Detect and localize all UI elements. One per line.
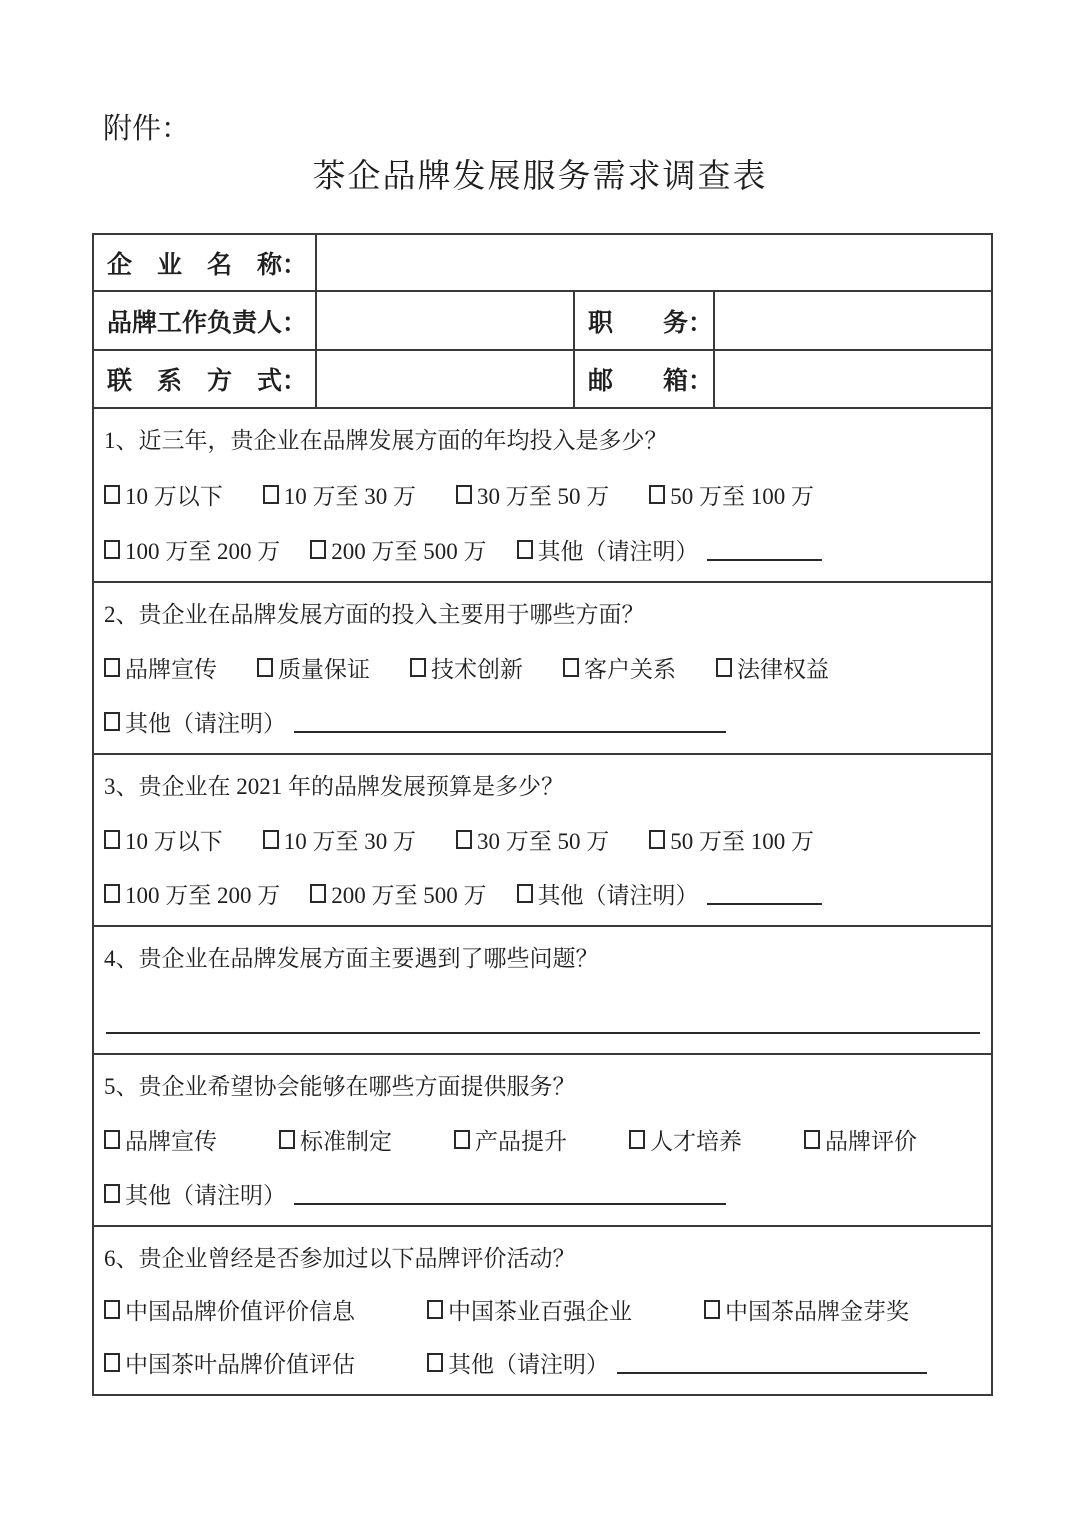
checkbox-icon[interactable]: [716, 658, 732, 677]
checkbox-option[interactable]: [716, 651, 829, 684]
option-label: 10 万至 30 万: [283, 483, 416, 509]
checkbox-option-other[interactable]: [517, 877, 822, 910]
checkbox-option[interactable]: [104, 877, 280, 910]
option-label: 30 万至 50 万: [477, 483, 610, 509]
checkbox-option-other[interactable]: [104, 1177, 726, 1210]
checkbox-icon[interactable]: [104, 658, 120, 677]
checkbox-icon[interactable]: [804, 1130, 820, 1149]
option-label: 品牌宣传: [125, 1128, 217, 1154]
checkbox-option[interactable]: [410, 651, 523, 684]
checkbox-icon[interactable]: [456, 485, 472, 504]
checkbox-icon[interactable]: [104, 830, 120, 849]
write-in-blank[interactable]: [707, 539, 822, 561]
question-2-options-row-2: [104, 705, 981, 738]
question-3-options-row-2: [104, 877, 981, 910]
checkbox-option-other[interactable]: [104, 705, 726, 738]
option-label: 其他（请注明）: [448, 1352, 609, 1377]
option-label: 50 万至 100 万: [670, 828, 814, 854]
checkbox-icon[interactable]: [517, 884, 533, 903]
write-in-blank[interactable]: [294, 711, 726, 733]
checkbox-option[interactable]: [104, 651, 217, 684]
question-5-title: 5、贵企业希望协会能够在哪些方面提供服务？: [104, 1074, 576, 1099]
question-5-options-row-1: [104, 1123, 981, 1156]
checkbox-icon[interactable]: [104, 1184, 120, 1203]
checkbox-option[interactable]: [104, 533, 280, 566]
checkbox-option-other[interactable]: [427, 1346, 927, 1379]
checkbox-icon[interactable]: [629, 1130, 645, 1149]
option-label: 其他（请注明）: [125, 711, 286, 736]
option-label: 10 万以下: [125, 828, 223, 854]
attachment-label: 附件：: [103, 113, 191, 145]
checkbox-option[interactable]: [454, 1123, 567, 1156]
option-label: 标准制定: [300, 1128, 392, 1154]
checkbox-icon[interactable]: [649, 485, 665, 504]
question-1-block: [94, 407, 991, 581]
info-row-contact: [94, 349, 991, 407]
question-6-block: [94, 1225, 991, 1394]
checkbox-icon[interactable]: [104, 1300, 120, 1319]
option-label: 中国茶品牌金芽奖: [725, 1299, 909, 1324]
option-label: 100 万至 200 万: [125, 539, 281, 564]
write-in-blank[interactable]: [294, 1183, 726, 1205]
checkbox-option[interactable]: [104, 478, 223, 511]
checkbox-option[interactable]: [563, 651, 676, 684]
option-label: 其他（请注明）: [537, 883, 699, 908]
checkbox-icon[interactable]: [454, 1130, 470, 1149]
checkbox-option[interactable]: [104, 1293, 355, 1326]
position-label: 职 务：: [575, 292, 715, 349]
checkbox-option[interactable]: [456, 823, 609, 856]
question-2-title: 2、贵企业在品牌发展方面的投入主要用于哪些方面？: [104, 602, 645, 627]
option-label: 中国品牌价值评价信息: [125, 1299, 355, 1324]
question-1-title: 1、近三年，贵企业在品牌发展方面的年均投入是多少？: [104, 428, 668, 453]
option-label: 产品提升: [475, 1128, 567, 1154]
write-in-blank[interactable]: [617, 1352, 927, 1374]
brand-manager-label: 品牌工作负责人：: [94, 292, 317, 349]
option-label: 法律权益: [737, 656, 829, 682]
question-3-block: [94, 753, 991, 925]
checkbox-icon[interactable]: [649, 830, 665, 849]
checkbox-icon[interactable]: [427, 1300, 443, 1319]
checkbox-icon[interactable]: [704, 1300, 720, 1319]
checkbox-option-other[interactable]: [517, 533, 822, 566]
checkbox-option[interactable]: [704, 1293, 909, 1326]
checkbox-option[interactable]: [427, 1293, 632, 1326]
option-label: 200 万至 500 万: [331, 883, 487, 908]
checkbox-icon[interactable]: [279, 1130, 295, 1149]
checkbox-option[interactable]: [104, 1123, 217, 1156]
checkbox-option[interactable]: [649, 823, 814, 856]
checkbox-option[interactable]: [104, 1346, 355, 1379]
option-label: 100 万至 200 万: [125, 883, 281, 908]
write-in-blank[interactable]: [106, 1012, 980, 1034]
brand-manager-input[interactable]: [317, 292, 575, 349]
question-1-options-row-2: [104, 533, 981, 566]
question-5-block: [94, 1053, 991, 1225]
question-2-block: [94, 581, 991, 753]
checkbox-icon[interactable]: [104, 1130, 120, 1149]
question-1-options-row-1: [104, 478, 981, 511]
checkbox-icon[interactable]: [104, 1353, 120, 1372]
question-6-options-row-1: [104, 1293, 981, 1326]
contact-input[interactable]: [317, 351, 575, 407]
option-label: 中国茶叶品牌价值评估: [125, 1352, 355, 1377]
option-label: 30 万至 50 万: [477, 828, 610, 854]
option-label: 技术创新: [431, 656, 523, 682]
checkbox-icon[interactable]: [263, 485, 279, 504]
checkbox-option[interactable]: [310, 877, 486, 910]
contact-label: 联 系 方 式：: [94, 351, 317, 407]
checkbox-option[interactable]: [649, 478, 814, 511]
survey-form-table: [92, 233, 993, 1396]
checkbox-icon[interactable]: [104, 485, 120, 504]
info-row-company: [94, 235, 991, 290]
option-label: 品牌宣传: [125, 656, 217, 682]
checkbox-icon[interactable]: [257, 658, 273, 677]
option-label: 10 万至 30 万: [283, 828, 416, 854]
option-label: 质量保证: [278, 656, 370, 682]
company-name-input[interactable]: [317, 235, 991, 290]
checkbox-icon[interactable]: [563, 658, 579, 677]
email-input[interactable]: [715, 351, 991, 407]
position-input[interactable]: [715, 292, 991, 349]
option-label: 200 万至 500 万: [331, 539, 487, 564]
checkbox-icon[interactable]: [517, 540, 533, 559]
info-row-manager: [94, 290, 991, 349]
checkbox-option[interactable]: [629, 1123, 742, 1156]
checkbox-option[interactable]: [456, 478, 609, 511]
company-name-label: 企 业 名 称：: [94, 235, 317, 290]
option-label: 10 万以下: [125, 483, 223, 509]
checkbox-icon[interactable]: [104, 540, 120, 559]
checkbox-option[interactable]: [104, 823, 223, 856]
option-label: 人才培养: [650, 1128, 742, 1154]
option-label: 其他（请注明）: [537, 539, 699, 564]
checkbox-option[interactable]: [310, 533, 486, 566]
option-label: 品牌评价: [825, 1128, 917, 1154]
checkbox-option[interactable]: [257, 651, 370, 684]
option-label: 50 万至 100 万: [670, 483, 814, 509]
page-title: 茶企品牌发展服务需求调查表: [312, 159, 768, 195]
checkbox-option[interactable]: [263, 478, 416, 511]
question-5-options-row-2: [104, 1177, 981, 1210]
option-label: 其他（请注明）: [125, 1183, 286, 1208]
write-in-blank[interactable]: [707, 883, 822, 905]
checkbox-icon[interactable]: [310, 884, 326, 903]
email-label: 邮 箱：: [575, 351, 715, 407]
checkbox-icon[interactable]: [310, 540, 326, 559]
option-label: 客户关系: [584, 656, 676, 682]
question-6-title: 6、贵企业曾经是否参加过以下品牌评价活动？: [104, 1246, 576, 1271]
checkbox-icon[interactable]: [410, 658, 426, 677]
question-4-block: [94, 925, 991, 1053]
option-label: 中国茶业百强企业: [448, 1299, 632, 1324]
question-3-title: 3、贵企业在 2021 年的品牌发展预算是多少？: [104, 774, 564, 799]
checkbox-icon[interactable]: [104, 712, 120, 731]
checkbox-option[interactable]: [804, 1123, 917, 1156]
checkbox-icon[interactable]: [427, 1353, 443, 1372]
checkbox-option[interactable]: [279, 1123, 392, 1156]
checkbox-icon[interactable]: [104, 884, 120, 903]
checkbox-icon[interactable]: [456, 830, 472, 849]
question-3-options-row-1: [104, 823, 981, 856]
question-4-title: 4、贵企业在品牌发展方面主要遇到了哪些问题？: [104, 946, 599, 971]
question-2-options-row-1: [104, 651, 981, 684]
question-6-options-row-2: [104, 1346, 981, 1379]
checkbox-option[interactable]: [263, 823, 416, 856]
checkbox-icon[interactable]: [263, 830, 279, 849]
